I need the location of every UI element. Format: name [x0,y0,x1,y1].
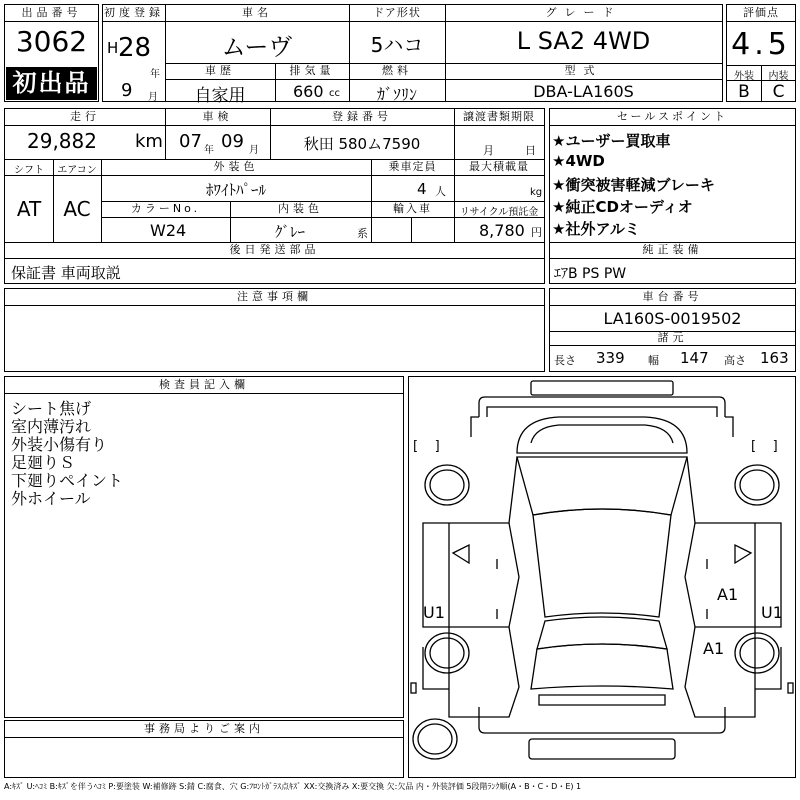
details-grid [4,108,545,284]
color-label: 外装色 [213,160,259,173]
shift-label: シフト [14,165,44,176]
inspection-label: 車検 [202,110,233,123]
inspector-line: シート焦げ [11,399,92,418]
fuel-label: 燃料 [382,64,412,77]
later-parts: 保証書 車両取説 [11,264,121,282]
bracket-right: [ ] [751,439,778,454]
inspection-month-unit: 月 [249,145,259,156]
inspector-line: 室内薄汚れ [11,417,92,436]
interior-color: ｸﾞﾚｰ [275,223,306,241]
inspector-line: 下廻りペイント [11,471,124,490]
chassis-box [549,288,796,372]
first-listing-badge: 初出品 [6,67,97,100]
displacement-unit: cc [329,88,340,99]
recycle-label: リサイクル預託金 [459,207,539,218]
era: H [107,39,119,57]
year-unit: 年 [150,69,160,80]
lot-number-label: 出品番号 [5,5,98,22]
lot-number-box [4,4,99,102]
score: 4.5 [731,27,791,62]
displacement: 660 [293,82,324,101]
color: ﾎﾜｲﾄﾊﾟｰﾙ [205,181,266,199]
lot-number: 3062 [15,25,88,58]
interior-grade: C [772,82,785,102]
office-label: 事務局よりご案内 [5,721,403,738]
equipment-label: 純正装備 [642,243,703,256]
car-name-label: 車名 [242,6,272,19]
car-name: ムーヴ [221,33,293,61]
inspector-box [4,376,404,718]
width-label: 幅 [648,354,659,367]
damage-mark: U1 [761,603,783,622]
length-label: 長さ [554,354,576,367]
capacity-label: 乗車定員 [388,160,437,173]
grade-label: グレード [545,6,622,19]
plate-label: 登録番号 [332,110,392,123]
office-box [4,720,404,778]
damage-mark: U1 [423,603,445,622]
sales-point-item: ★ユーザー買取車 [552,132,671,150]
legend-footer: A:ｷｽﾞ U:ﾍｺﾐ B:ｷｽﾞを伴うﾍｺﾐ P:要塗装 W:補修跡 S:錆 C:腐食、穴 G:ﾌﾛﾝﾄｶﾞﾗｽ点ｷｽﾞ XX:交換済み X:要交換 欠:欠品 内・外装評価 5段階ﾗﾝｸ順(A・B・C・D・E) 1 [4,782,582,791]
max-load-label: 最大積載量 [469,160,529,173]
chassis-number: LA160S-0019502 [603,309,742,328]
score-label: 評価点 [727,5,795,22]
sales-points-label: セールスポイント [550,109,795,126]
recycle-unit: 円 [531,226,542,239]
interior-color-label: 内装色 [278,202,323,215]
damage-mark: A1 [703,639,725,658]
height: 163 [760,349,789,367]
max-load-unit: kg [530,187,543,198]
inspection-year-unit: 年 [204,145,214,156]
model-code: DBA-LA160S [533,82,634,101]
width: 147 [680,349,709,367]
length: 339 [596,349,625,367]
dims-label: 諸元 [657,331,688,344]
grade: L SA2 4WD [516,27,651,55]
damage-mark: A1 [717,585,739,604]
transfer-label: 譲渡書類期限 [463,110,535,123]
sales-point-item: ★4WD [552,152,605,170]
displacement-label: 排気量 [289,64,335,77]
exterior-grade: B [738,82,750,102]
bracket-left: [ ] [413,439,440,454]
first-reg-label: 初度登録 [104,6,164,19]
mileage: 29,882 [27,129,97,153]
capacity: 4 [417,180,427,198]
notes-box [4,288,545,372]
shift: AT [16,197,42,221]
ac-label: エアコン [57,165,97,176]
later-parts-label: 後日発送部品 [229,243,320,256]
inspection-month: 09 [221,131,244,152]
inspection-year: 07 [179,131,202,152]
interior-color-unit: 系 [357,227,368,240]
car-diagram [409,377,795,777]
mileage-label: 走行 [70,110,100,123]
sales-point-item: ★衝突被害軽減ブレーキ [552,176,715,194]
first-reg-year: 28 [118,33,152,63]
door: 5ハコ [370,33,424,57]
import-label: 輸入車 [393,202,432,215]
equipment: ｴｱB PS PW [554,266,627,282]
sales-point-item: ★社外アルミ [552,220,640,238]
first-reg-month: 9 [121,80,133,101]
transfer-day: 日 [525,144,536,157]
door-label: ドア形状 [373,6,421,19]
history: 自家用 [194,86,246,106]
inspector-line: 外装小傷有り [11,435,108,454]
vehicle-header-grid [102,4,723,106]
inspector-line: 足廻りＳ [11,453,76,472]
recycle: 8,780 [479,221,525,240]
car-diagram-box [408,376,796,778]
chassis-label: 車台番号 [550,289,795,306]
inspector-line: 外ホイール [11,489,91,508]
notes-label: 注意事項欄 [5,289,544,306]
sales-point-item: ★純正CDオーディオ [552,198,693,216]
capacity-unit: 人 [435,185,446,198]
color-no-label: カラーNo. [130,202,201,215]
interior-label: 内装 [768,71,789,82]
color-no: W24 [150,221,187,240]
history-label: 車歴 [205,64,235,77]
height-label: 高さ [724,354,746,367]
fuel: ｶﾞｿﾘﾝ [376,85,417,104]
inspector-label: 検査員記入欄 [5,377,403,394]
model-code-label: 型式 [564,64,603,77]
exterior-label: 外装 [734,71,754,82]
ac: AC [63,197,91,221]
plate: 秋田 580ム7590 [303,135,421,153]
mileage-unit: km [135,131,163,152]
transfer-month: 月 [483,144,494,157]
score-box [726,4,796,102]
sales-points-box [549,108,796,284]
month-unit: 月 [148,92,158,103]
